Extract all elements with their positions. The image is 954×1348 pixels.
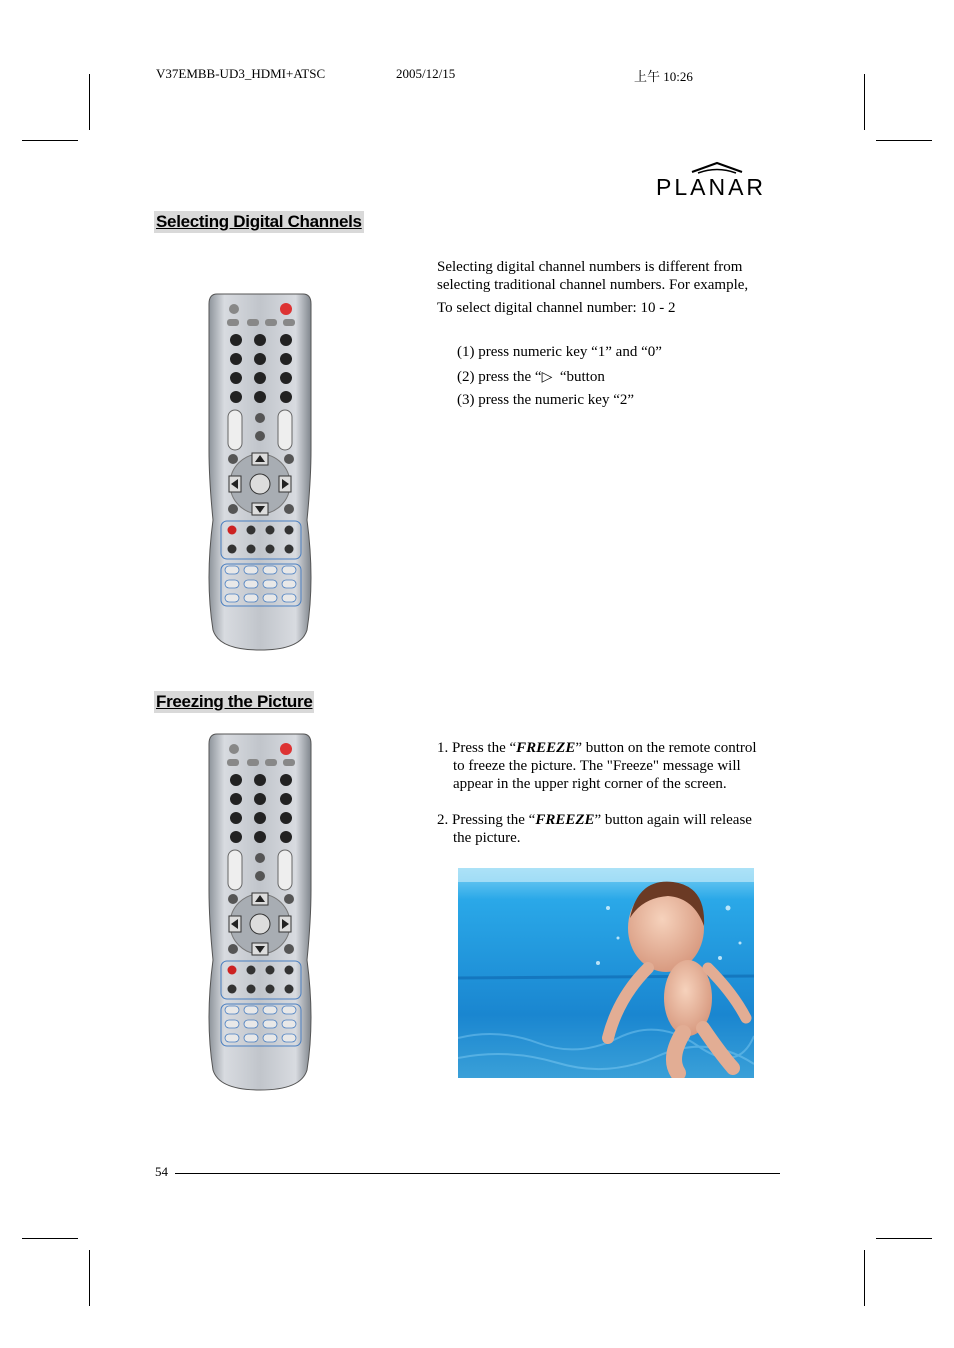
right-arrow-icon: ▷ bbox=[541, 369, 553, 385]
freeze-item-1-prefix: 1. Press the “ bbox=[437, 740, 517, 756]
remote-control-image bbox=[205, 730, 315, 1097]
crop-mark bbox=[864, 74, 865, 130]
crop-mark bbox=[22, 1238, 78, 1239]
footer-rule bbox=[175, 1173, 780, 1174]
photo-illustration bbox=[458, 868, 754, 1078]
crop-mark bbox=[876, 1238, 932, 1239]
step-2-suffix: “button bbox=[559, 369, 605, 385]
crop-mark bbox=[876, 140, 932, 141]
freeze-key-label: FREEZE bbox=[516, 740, 576, 756]
header-date: 2005/12/15 bbox=[396, 66, 456, 81]
step-1: (1) press numeric key “1” and “0” bbox=[457, 344, 662, 360]
logo-text: PLANAR bbox=[656, 174, 767, 200]
planar-logo bbox=[654, 160, 780, 202]
page-number: 54 bbox=[155, 1164, 168, 1179]
remote-control-image bbox=[205, 290, 315, 657]
crop-mark bbox=[89, 1250, 90, 1306]
underwater-baby-photo bbox=[458, 868, 754, 1078]
freeze-item-1-suffix: ” button on the remote control bbox=[575, 740, 757, 756]
freeze-item-1-line-1 bbox=[437, 739, 757, 757]
crop-mark bbox=[864, 1250, 865, 1306]
intro-line-1: Selecting digital channel numbers is different from bbox=[437, 259, 743, 275]
step-3: (3) press the numeric key “2” bbox=[457, 392, 635, 408]
header-time: 上午 10:26 bbox=[634, 69, 693, 84]
freeze-item-2-prefix: 2. Pressing the “ bbox=[437, 812, 536, 828]
header-model: V37EMBB-UD3_HDMI+ATSC bbox=[156, 66, 326, 81]
intro-line-2: selecting traditional channel numbers. For example, bbox=[437, 277, 749, 293]
freeze-item-1-line-2: to freeze the picture. The "Freeze" message will bbox=[453, 758, 741, 774]
intro-line-3: To select digital channel number: 10 - 2 bbox=[437, 300, 676, 316]
step-2 bbox=[457, 369, 605, 386]
crop-mark bbox=[22, 140, 78, 141]
step-2-text: (2) press the “ bbox=[457, 369, 542, 385]
freeze-item-2-line-1 bbox=[437, 811, 752, 829]
remote-control-icon bbox=[205, 290, 315, 652]
crop-mark bbox=[89, 74, 90, 130]
freeze-item-2-line-2: the picture. bbox=[453, 830, 521, 846]
freeze-item-2-suffix: ” button again will release bbox=[594, 812, 752, 828]
freeze-key-label: FREEZE bbox=[535, 812, 595, 828]
remote-control-icon bbox=[205, 730, 315, 1092]
section-title-freezing-picture: Freezing the Picture bbox=[156, 692, 313, 711]
freeze-item-1-line-3: appear in the upper right corner of the screen. bbox=[453, 776, 727, 792]
section-title-digital-channels: Selecting Digital Channels bbox=[156, 212, 362, 231]
